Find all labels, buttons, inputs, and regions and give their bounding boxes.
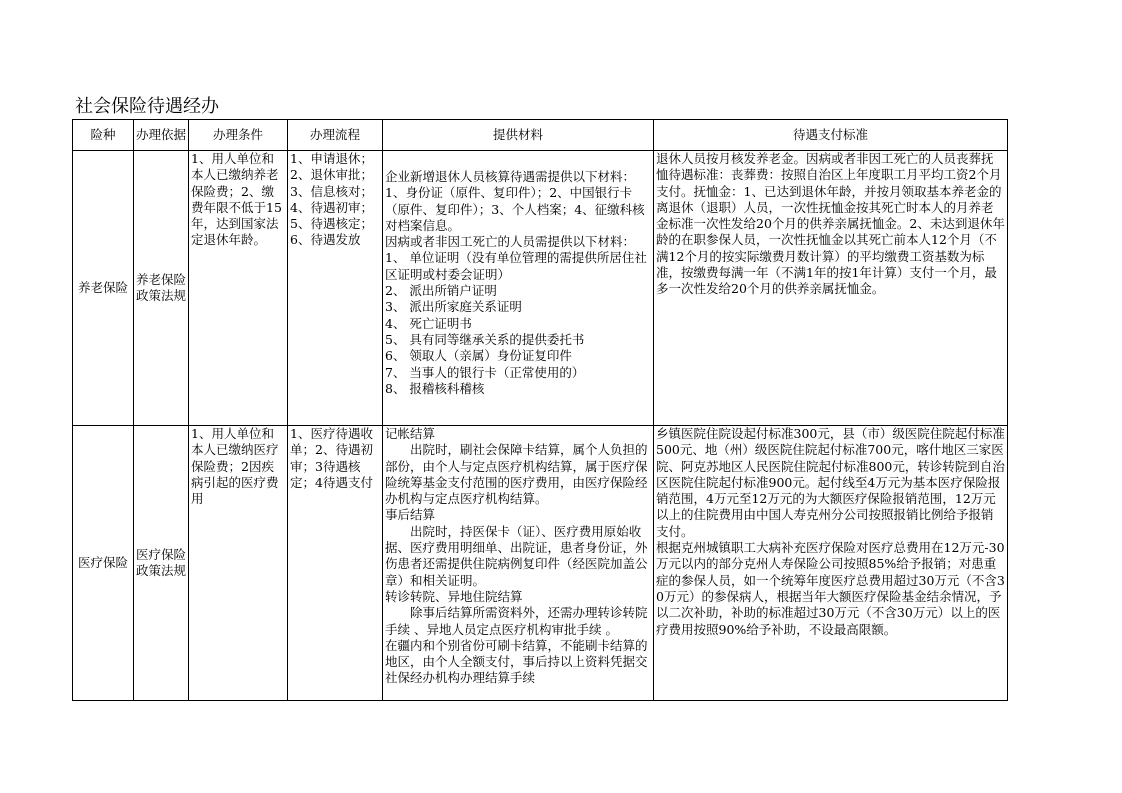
header-process: 办理流程 [288, 120, 383, 151]
page-title: 社会保险待遇经办 [75, 96, 219, 117]
materials-paragraph: 出院时，持医保卡（证）、医疗费用原始收据、医疗费用明细单、出院证，患者身份证，外伤患者还需提供住院病例复印件（经医院加盖公章）和相关证明。 [385, 523, 648, 588]
table-row-pension [73, 151, 1008, 426]
process-step: 6、待遇发放 [290, 232, 361, 248]
benefits-table [72, 119, 1008, 701]
table-row-medical [73, 426, 1008, 701]
materials-line: 8、 报稽核科稽核 [385, 380, 485, 396]
materials-line: 因病或者非因工死亡的人员需提供以下材料： [385, 234, 636, 250]
process-step: 3、信息核对； [290, 183, 373, 199]
cell-basis: 医疗保险政策法规 [134, 426, 189, 701]
materials-heading: 事后结算 [385, 507, 436, 523]
materials-line: 1、 单位证明（没有单位管理的需提供所居住社区证明或村委会证明） [385, 250, 647, 282]
cell-conditions: 1、用人单位和本人已缴纳医疗保险费；2因疾病引起的医疗费用 [189, 426, 288, 701]
cell-process: 1、医疗待遇收单；2、待遇初审；3待遇核定；4待遇支付 [288, 426, 383, 701]
cell-materials [383, 426, 654, 701]
materials-line: 企业新增退休人员核算待遇需提供以下材料：1、身份证（原件、复印件）；2、中国银行卡（原件、复印件）；3、个人档案；4、征缴科核对档案信息。 [385, 169, 645, 233]
materials-heading: 转诊转院、异地住院结算 [385, 588, 523, 604]
materials-paragraph: 在疆内和个别省份可刷卡结算，不能刷卡结算的地区，由个人全额支付，事后持以上资料凭据交社保经办机构办理结算手续 [385, 637, 648, 686]
materials-line: 3、 派出所家庭关系证明 [385, 299, 522, 315]
header-materials: 提供材料 [383, 120, 654, 151]
process-step: 4、待遇初审； [290, 199, 373, 215]
table-header-row [73, 120, 1008, 151]
materials-line: 6、 领取人（亲属）身份证复印件 [385, 348, 572, 364]
cell-payment-standard: 退休人员按月核发养老金。因病或者非因工死亡的人员丧葬抚恤待遇标准：丧葬费：按照自治区上年度职工月平均工资2个月支付。抚恤金：1、已达到退休年龄，并按月领取基本养老金的离退休（退职）人员，一次性抚恤金按其死亡时本人的月养老金标准一次性发给20个月的供养亲属抚恤金。2、未达到退休年龄的在职参保人员，一次性抚恤金以其死亡前本人12个月（不满12个月的按实际缴费月数计算）的平均缴费工资基数为标准，按缴费每满一年（不满1年的按1年计算）支付一个月，最多一次性发给20个月的供养亲属抚恤金。 [654, 151, 1008, 426]
cell-payment-standard [654, 426, 1008, 701]
cell-conditions: 1、用人单位和本人已缴纳养老保险费；2、缴费年限不低于15年，达到国家法定退休年龄。 [189, 151, 288, 426]
cell-materials [383, 151, 654, 426]
materials-line: 2、 派出所销户证明 [385, 283, 497, 299]
cell-insurance-type: 医疗保险 [73, 426, 134, 701]
cell-basis: 养老保险政策法规 [134, 151, 189, 426]
materials-line: 4、 死亡证明书 [385, 315, 472, 331]
header-payment-standard: 待遇支付标准 [654, 120, 1008, 151]
materials-paragraph: 除事后结算所需资料外，还需办理转诊转院手续 、异地人员定点医疗机构审批手续 。 [385, 605, 648, 637]
process-step: 1、申请退休； [290, 151, 373, 166]
header-conditions: 办理条件 [189, 120, 288, 151]
standard-paragraph: 乡镇医院住院设起付标准300元，县（市）级医院住院起付标准500元、地（州）级医院住院起付标准700元，喀什地区三家医院、阿克苏地区人民医院住院起付标准800元，转诊转院到自治区医院住院起付标准900元。起付线至4万元为基本医疗保险报销范围，4万元至12万元的为大额医疗保险报销范围，12万元以上的住院费用由中国人寿克州分公司按照报销比例给予报销支付。 [656, 426, 1005, 539]
cell-process [288, 151, 383, 426]
materials-heading: 记帐结算 [385, 426, 436, 441]
header-basis: 办理依据 [134, 120, 189, 151]
cell-insurance-type: 养老保险 [73, 151, 134, 426]
header-insurance-type: 险种 [73, 120, 134, 151]
process-step: 5、待遇核定； [290, 216, 373, 232]
materials-line: 5、 具有同等继承关系的提供委托书 [385, 331, 585, 347]
materials-paragraph: 出院时，刷社会保障卡结算，属个人负担的部份，由个人与定点医疗机构结算，属于医疗保险统筹基金支付范围的医疗费用，由医疗保险经办机构与定点医疗机构结算。 [385, 442, 648, 507]
materials-line: 7、 当事人的银行卡（正常使用的） [385, 364, 585, 380]
process-step: 2、退休审批； [290, 167, 373, 183]
standard-paragraph: 根据克州城镇职工大病补充医疗保险对医疗总费用在12万元-30万元以内的部分克州人寿保险公司按照85%给予报销；对患重症的参保人员，如一个统筹年度医疗总费用超过30万元（不含30万元）的参保病人，根据当年大额医疗保险基金结余情况，予以二次补助，补助的标准超过30万元（不含30万元）以上的医疗费用按照90%给予补助，不设最高限额。 [656, 540, 1005, 637]
